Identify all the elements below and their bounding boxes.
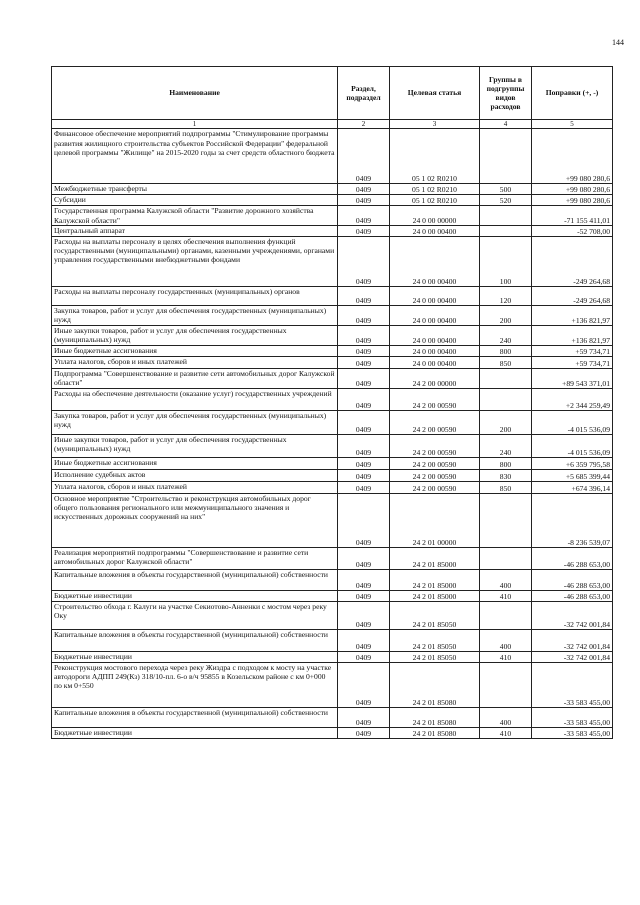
row-section: 0409	[338, 286, 390, 305]
row-amount: -33 583 455,00	[532, 707, 613, 727]
row-article: 24 2 01 85050	[390, 629, 480, 651]
row-article: 24 2 01 85080	[390, 727, 480, 738]
row-section: 0409	[338, 457, 390, 469]
row-name: Основное мероприятие "Строительство и реконструкция автомобильных дорог общего пользования регионального или межмуниципального значения и искусственных дорожных сооружений на них"	[52, 493, 338, 547]
row-group: 850	[480, 481, 532, 493]
row-section: 0409	[338, 569, 390, 590]
row-section: 0409	[338, 184, 390, 195]
row-group	[480, 368, 532, 388]
row-article: 24 2 01 85050	[390, 651, 480, 662]
row-section: 0409	[338, 325, 390, 345]
row-name: Иные бюджетные ассигнования	[52, 345, 338, 356]
row-group: 240	[480, 434, 532, 457]
header-amount: Поправки (+, -)	[532, 67, 613, 120]
row-article: 24 2 01 85000	[390, 547, 480, 569]
row-amount: -46 288 653,00	[532, 569, 613, 590]
row-name: Строительство обхода г. Калуги на участке Секиотово-Анненки с мостом через реку Оку	[52, 601, 338, 629]
row-section: 0409	[338, 410, 390, 434]
row-section: 0409	[338, 129, 390, 184]
row-name: Расходы на обеспечение деятельности (оказание услуг) государственных учреждений	[52, 388, 338, 410]
row-amount: -249 264,68	[532, 286, 613, 305]
row-amount: +2 344 259,49	[532, 388, 613, 410]
row-group: 410	[480, 651, 532, 662]
table-row	[52, 410, 613, 434]
header-group: Группы в подгруппы видов расходов	[480, 67, 532, 120]
budget-amendments-table	[51, 66, 613, 739]
row-name: Иные закупки товаров, работ и услуг для обеспечения государственных (муниципальных) нужд	[52, 434, 338, 457]
row-amount: +99 080 280,6	[532, 184, 613, 195]
row-section: 0409	[338, 195, 390, 206]
table-row	[52, 236, 613, 286]
row-amount: +6 359 795,58	[532, 457, 613, 469]
row-amount: -33 583 455,00	[532, 662, 613, 707]
header-article: Целевая статья	[390, 67, 480, 120]
column-numbers-row	[52, 120, 613, 129]
row-group	[480, 601, 532, 629]
row-amount: +136 821,97	[532, 305, 613, 325]
row-amount: +59 734,71	[532, 345, 613, 356]
row-group: 520	[480, 195, 532, 206]
table-row	[52, 129, 613, 184]
row-article: 24 0 00 00400	[390, 325, 480, 345]
table-row	[52, 325, 613, 345]
row-name: Иные закупки товаров, работ и услуг для обеспечения государственных (муниципальных) нужд	[52, 325, 338, 345]
row-group: 850	[480, 356, 532, 368]
row-amount: +59 734,71	[532, 356, 613, 368]
table-row	[52, 727, 613, 738]
row-name: Межбюджетные трансферты	[52, 184, 338, 195]
row-section: 0409	[338, 469, 390, 481]
row-group	[480, 547, 532, 569]
page-number: 144	[612, 38, 624, 47]
row-section: 0409	[338, 345, 390, 356]
table-row	[52, 388, 613, 410]
row-amount: +136 821,97	[532, 325, 613, 345]
row-amount: +5 685 399,44	[532, 469, 613, 481]
row-article: 24 0 00 00400	[390, 305, 480, 325]
row-group: 410	[480, 727, 532, 738]
row-article: 24 2 00 00590	[390, 457, 480, 469]
row-group: 410	[480, 590, 532, 601]
table-row	[52, 206, 613, 225]
row-group: 240	[480, 325, 532, 345]
table-row	[52, 651, 613, 662]
table-row	[52, 707, 613, 727]
header-name: Наименование	[52, 67, 338, 120]
row-amount: -33 583 455,00	[532, 727, 613, 738]
row-article: 05 1 02 R0210	[390, 129, 480, 184]
row-article: 24 0 00 00400	[390, 236, 480, 286]
row-amount: +99 080 280,6	[532, 129, 613, 184]
row-section: 0409	[338, 651, 390, 662]
row-amount: +674 396,14	[532, 481, 613, 493]
row-amount: -52 708,00	[532, 225, 613, 236]
row-group	[480, 129, 532, 184]
column-number: 1	[52, 120, 338, 129]
column-number: 2	[338, 120, 390, 129]
row-group	[480, 493, 532, 547]
row-name: Капитальные вложения в объекты государственной (муниципальной) собственности	[52, 569, 338, 590]
row-article: 24 2 01 85080	[390, 707, 480, 727]
row-section: 0409	[338, 356, 390, 368]
row-section: 0409	[338, 481, 390, 493]
row-group: 800	[480, 457, 532, 469]
table-row	[52, 184, 613, 195]
row-amount: -32 742 001,84	[532, 601, 613, 629]
row-amount: -8 236 539,07	[532, 493, 613, 547]
table-row	[52, 457, 613, 469]
row-article: 24 0 00 00400	[390, 345, 480, 356]
row-article: 24 2 01 85000	[390, 569, 480, 590]
row-name: Бюджетные инвестиции	[52, 590, 338, 601]
table-row	[52, 225, 613, 236]
row-group: 400	[480, 707, 532, 727]
row-name: Субсидии	[52, 195, 338, 206]
row-section: 0409	[338, 206, 390, 225]
row-group: 100	[480, 236, 532, 286]
row-name: Бюджетные инвестиции	[52, 727, 338, 738]
row-name: Государственная программа Калужской области "Развитие дорожного хозяйства Калужской области"	[52, 206, 338, 225]
table-row	[52, 356, 613, 368]
table-row	[52, 569, 613, 590]
row-article: 24 2 01 85050	[390, 601, 480, 629]
row-name: Уплата налогов, сборов и иных платежей	[52, 356, 338, 368]
table-row	[52, 305, 613, 325]
row-article: 24 2 00 00590	[390, 410, 480, 434]
table-row	[52, 547, 613, 569]
row-section: 0409	[338, 662, 390, 707]
row-name: Бюджетные инвестиции	[52, 651, 338, 662]
row-group: 400	[480, 569, 532, 590]
row-section: 0409	[338, 601, 390, 629]
row-article: 24 0 00 00000	[390, 206, 480, 225]
row-article: 05 1 02 R0210	[390, 195, 480, 206]
row-name: Подпрограмма "Совершенствование и развитие сети автомобильных дорог Калужской области"	[52, 368, 338, 388]
row-amount: -4 015 536,09	[532, 410, 613, 434]
row-group	[480, 206, 532, 225]
row-section: 0409	[338, 388, 390, 410]
row-section: 0409	[338, 236, 390, 286]
table-row	[52, 286, 613, 305]
row-name: Центральный аппарат	[52, 225, 338, 236]
row-section: 0409	[338, 225, 390, 236]
table-row	[52, 368, 613, 388]
row-name: Расходы на выплаты персоналу в целях обеспечения выполнения функций государственными (муниципальными) органами, казенными учреждениями, органами управления государственными внебюджетными фондами	[52, 236, 338, 286]
row-group: 830	[480, 469, 532, 481]
header-section: Раздел, подраздел	[338, 67, 390, 120]
row-name: Закупка товаров, работ и услуг для обеспечения государственных (муниципальных) нужд	[52, 410, 338, 434]
row-group: 400	[480, 629, 532, 651]
row-name: Закупка товаров, работ и услуг для обеспечения государственных (муниципальных) нужд	[52, 305, 338, 325]
row-article: 24 0 00 00400	[390, 286, 480, 305]
row-article: 24 2 00 00590	[390, 481, 480, 493]
row-name: Капитальные вложения в объекты государственной (муниципальной) собственности	[52, 629, 338, 651]
row-group	[480, 225, 532, 236]
row-amount: -249 264,68	[532, 236, 613, 286]
row-section: 0409	[338, 368, 390, 388]
table-header-row	[52, 67, 613, 120]
row-article: 05 1 02 R0210	[390, 184, 480, 195]
column-number: 3	[390, 120, 480, 129]
row-article: 24 2 00 00000	[390, 368, 480, 388]
row-article: 24 2 01 85080	[390, 662, 480, 707]
row-name: Реализация мероприятий подпрограммы "Совершенствование и развитие сети автомобильных дорог Калужской области"	[52, 547, 338, 569]
table-row	[52, 345, 613, 356]
row-group: 800	[480, 345, 532, 356]
row-section: 0409	[338, 629, 390, 651]
row-section: 0409	[338, 305, 390, 325]
row-amount: -32 742 001,84	[532, 651, 613, 662]
row-group: 200	[480, 305, 532, 325]
row-group	[480, 388, 532, 410]
table-row	[52, 601, 613, 629]
row-name: Финансовое обеспечение мероприятий подпрограммы "Стимулирование программы развития жилищного строительства субъектов Российской Федерации" федеральной целевой программы "Жилище" на 2015-2020 годы за счет средств областного бюджета	[52, 129, 338, 184]
row-section: 0409	[338, 707, 390, 727]
row-article: 24 0 00 00400	[390, 356, 480, 368]
row-amount: -46 288 653,00	[532, 590, 613, 601]
row-article: 24 2 01 85000	[390, 590, 480, 601]
row-article: 24 2 01 00000	[390, 493, 480, 547]
row-amount: +99 080 280,6	[532, 195, 613, 206]
row-section: 0409	[338, 547, 390, 569]
table-row	[52, 493, 613, 547]
row-group: 500	[480, 184, 532, 195]
table-row	[52, 662, 613, 707]
table-row	[52, 481, 613, 493]
row-section: 0409	[338, 590, 390, 601]
column-number: 5	[532, 120, 613, 129]
row-name: Капитальные вложения в объекты государственной (муниципальной) собственности	[52, 707, 338, 727]
row-name: Реконструкция мостового перехода через реку Жиздра с подходом к мосту на участке автодороги АДПП 249(Кз) 318/10-пл. 6-о в/ч 95855 в Козельском районе с км 0+000 по км 0+550	[52, 662, 338, 707]
row-group: 200	[480, 410, 532, 434]
table-row	[52, 590, 613, 601]
table-row	[52, 469, 613, 481]
row-article: 24 2 00 00590	[390, 388, 480, 410]
row-name: Иные бюджетные ассигнования	[52, 457, 338, 469]
row-name: Расходы на выплаты персоналу государственных (муниципальных) органов	[52, 286, 338, 305]
row-section: 0409	[338, 434, 390, 457]
row-amount: +89 543 371,01	[532, 368, 613, 388]
row-article: 24 0 00 00400	[390, 225, 480, 236]
row-amount: -4 015 536,09	[532, 434, 613, 457]
row-article: 24 2 00 00590	[390, 434, 480, 457]
row-amount: -32 742 001,84	[532, 629, 613, 651]
row-section: 0409	[338, 493, 390, 547]
table-row	[52, 195, 613, 206]
row-article: 24 2 00 00590	[390, 469, 480, 481]
column-number: 4	[480, 120, 532, 129]
row-group	[480, 662, 532, 707]
row-amount: -71 155 411,01	[532, 206, 613, 225]
row-group: 120	[480, 286, 532, 305]
table-row	[52, 629, 613, 651]
row-amount: -46 288 653,00	[532, 547, 613, 569]
row-name: Исполнение судебных актов	[52, 469, 338, 481]
row-name: Уплата налогов, сборов и иных платежей	[52, 481, 338, 493]
row-section: 0409	[338, 727, 390, 738]
table-row	[52, 434, 613, 457]
